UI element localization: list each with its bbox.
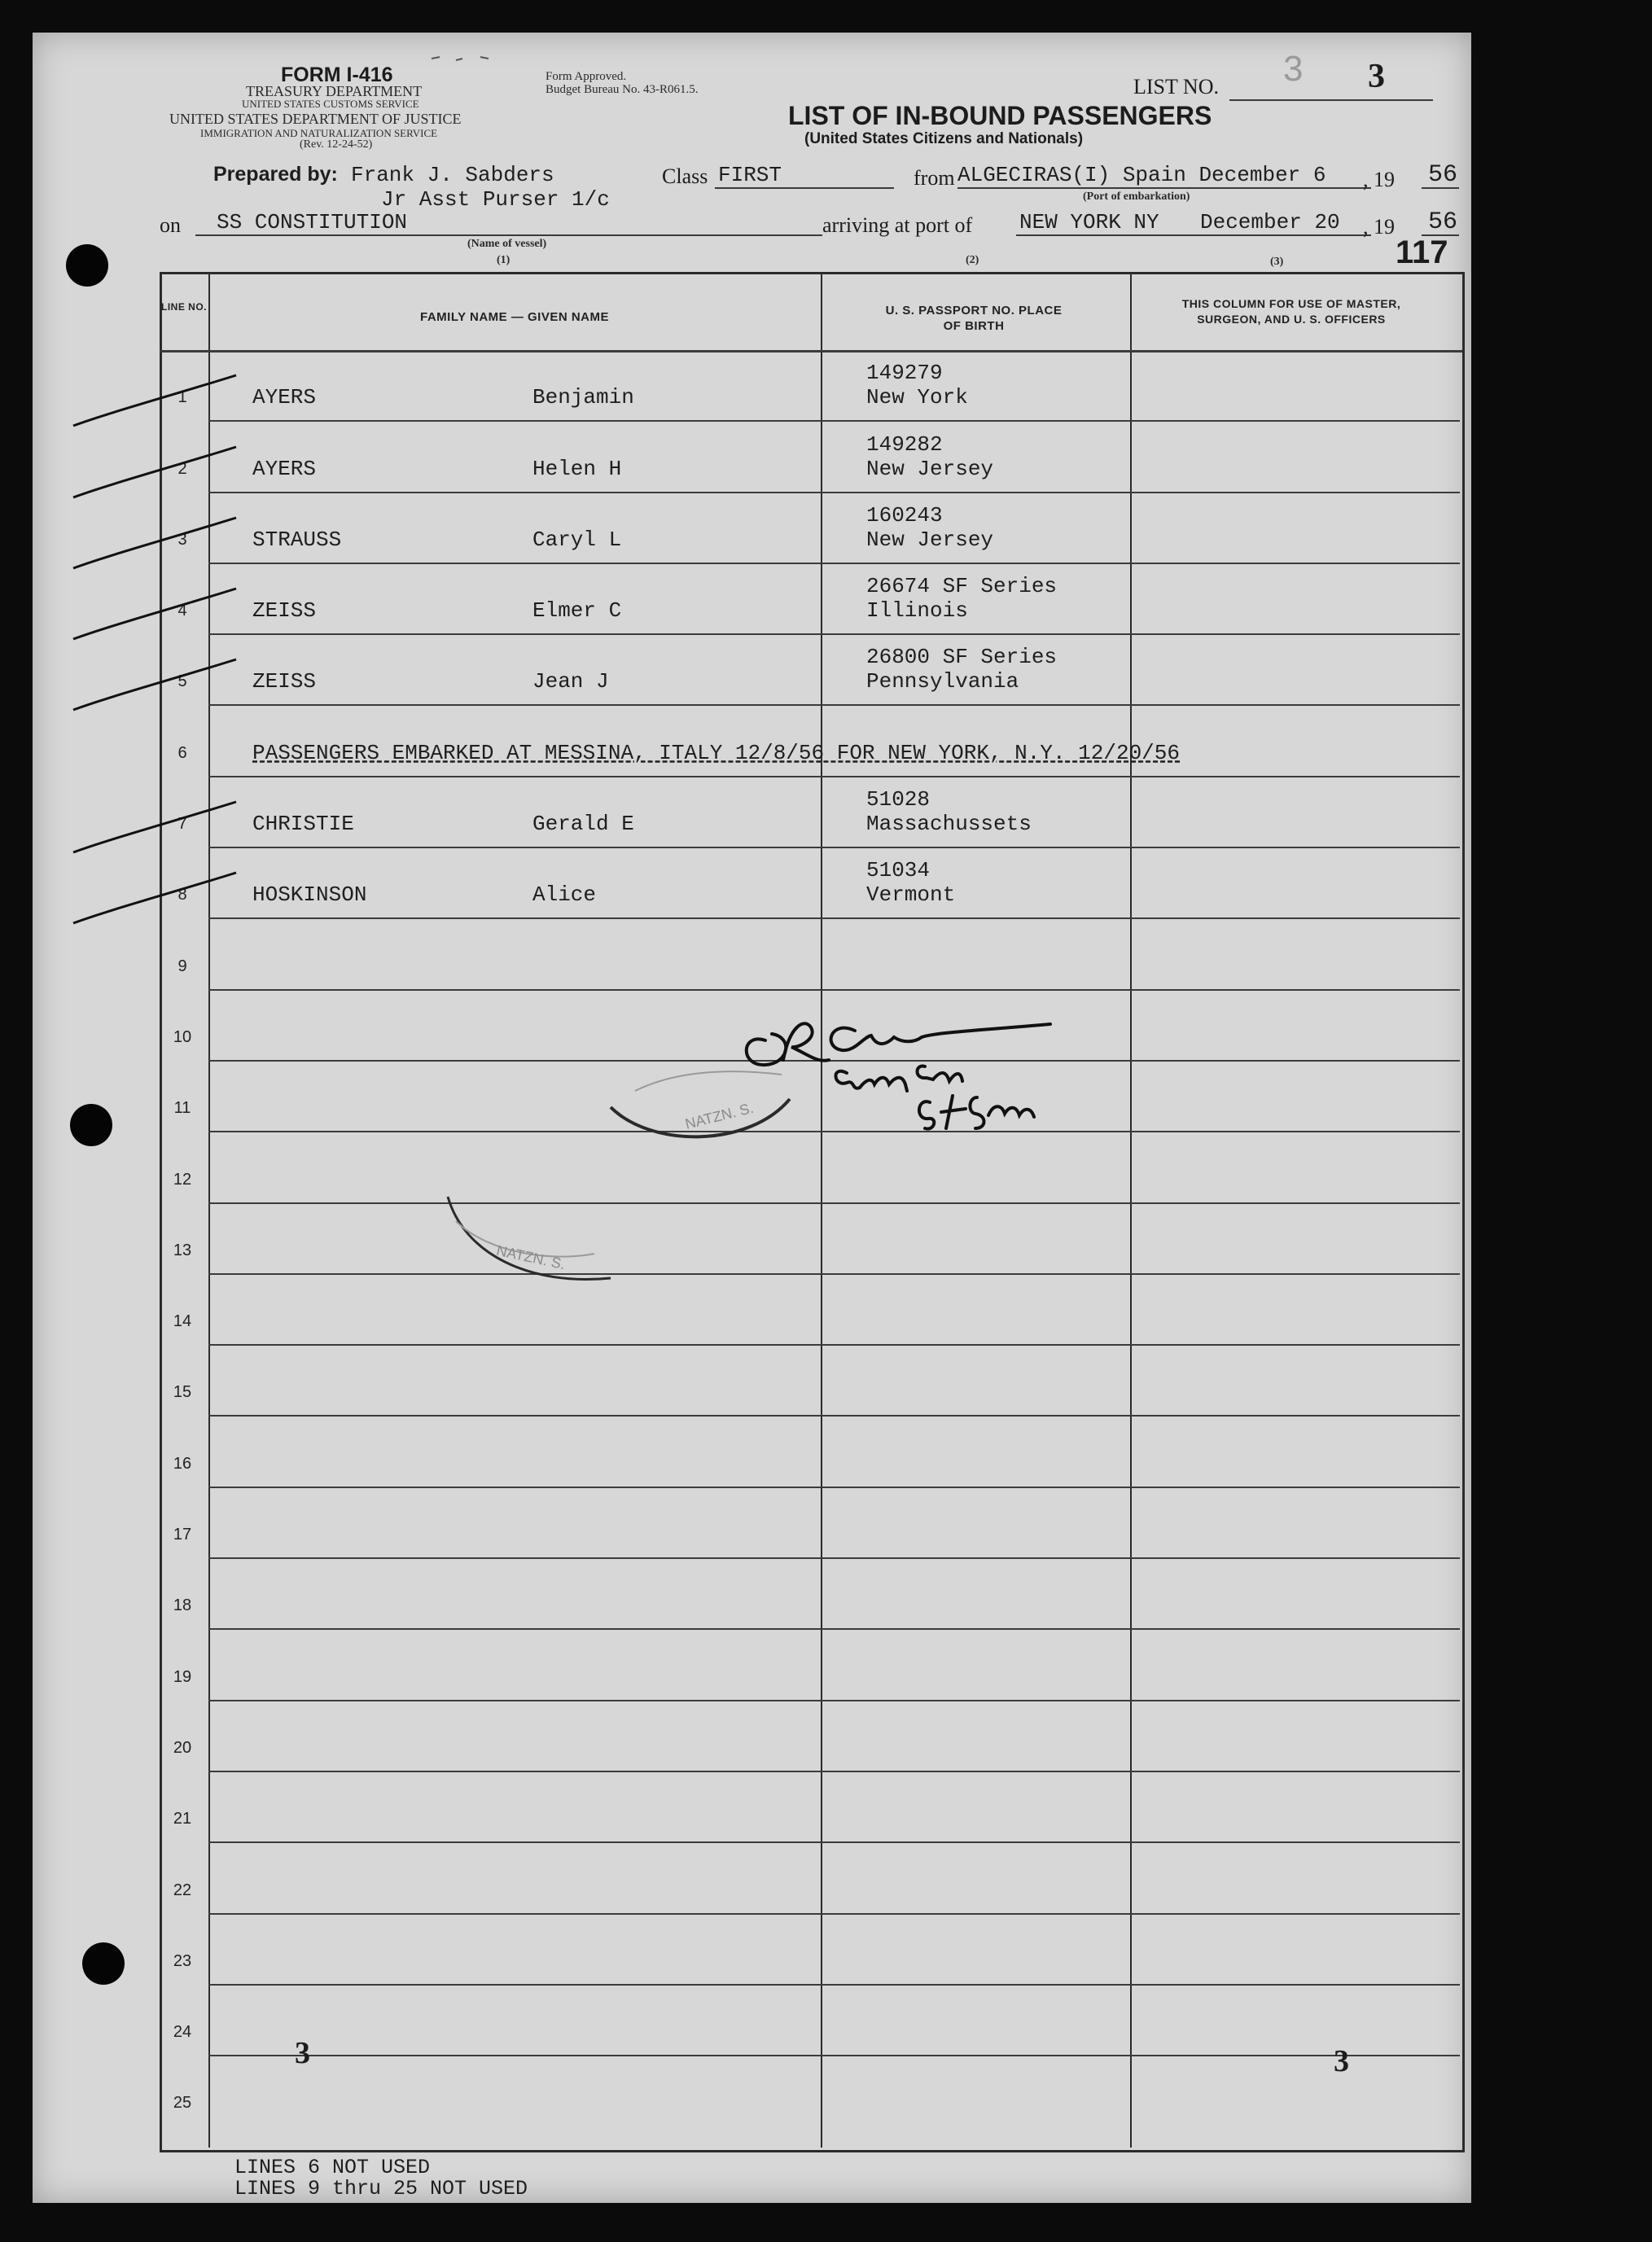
list-no-label: LIST NO. bbox=[1133, 75, 1219, 99]
row-number: 15 bbox=[173, 1383, 192, 1402]
col-header-name: FAMILY NAME — GIVEN NAME bbox=[419, 310, 610, 324]
table-row bbox=[160, 421, 1460, 492]
row-number: 19 bbox=[173, 1667, 192, 1686]
family-name: ZEISS bbox=[252, 598, 317, 624]
row-number: 7 bbox=[177, 815, 187, 834]
form-dept: TREASURY DEPARTMENT bbox=[246, 83, 423, 99]
prepared-by-label: Prepared by: bbox=[213, 163, 338, 186]
passport-number: 51034 bbox=[866, 858, 931, 883]
from-value: ALGECIRAS(I) Spain December 6 bbox=[957, 163, 1326, 187]
budget-bureau: Budget Bureau No. 43-R061.5. bbox=[546, 83, 699, 96]
col-header-passport: U. S. PASSPORT NO. PLACE OF BIRTH bbox=[885, 304, 1063, 333]
row-number: 10 bbox=[173, 1027, 192, 1046]
row-number: 25 bbox=[173, 2094, 192, 2113]
form-approved: Form Approved. bbox=[546, 70, 627, 83]
table-row bbox=[160, 1629, 1460, 1700]
year-2: 56 bbox=[1428, 208, 1458, 236]
passenger-table bbox=[160, 272, 1465, 2152]
row-number: 9 bbox=[177, 957, 187, 975]
given-name: Caryl L bbox=[532, 527, 622, 552]
passport-number: 26800 SF Series bbox=[866, 645, 1058, 670]
col-header-officers: THIS COLUMN FOR USE OF MASTER, SURGEON, AND U. S. OFFICERS bbox=[1181, 297, 1401, 326]
form-page bbox=[33, 33, 1471, 2203]
class-value: FIRST bbox=[718, 163, 782, 187]
arrival-date: December 20 bbox=[1200, 210, 1340, 234]
given-name: Alice bbox=[532, 882, 597, 908]
form-number: FORM I-416 bbox=[281, 63, 393, 86]
row-number: 14 bbox=[173, 1312, 192, 1331]
table-row bbox=[160, 1203, 1460, 1274]
place-of-birth: New York bbox=[866, 385, 968, 410]
passport-number: 26674 SF Series bbox=[866, 574, 1058, 599]
passport-number: 160243 bbox=[866, 502, 943, 528]
naturalization-stamp-1 bbox=[586, 1042, 830, 1156]
row-number: 24 bbox=[173, 2023, 192, 2042]
on-label: on bbox=[160, 213, 181, 237]
vessel-name: SS CONSTITUTION bbox=[217, 210, 408, 234]
row-note: PASSENGERS EMBARKED AT MESSINA, ITALY 12/8/56 FOR NEW YORK, N.Y. 12/20/56 bbox=[252, 740, 1180, 765]
total-left: 3 bbox=[295, 2036, 310, 2070]
row-number: 20 bbox=[173, 1738, 192, 1757]
family-name: ZEISS bbox=[252, 669, 317, 694]
place-of-birth: Vermont bbox=[866, 882, 956, 908]
family-name: AYERS bbox=[252, 456, 317, 481]
table-row bbox=[160, 1701, 1460, 1771]
prepared-by-title: Jr Asst Purser 1/c bbox=[381, 187, 610, 212]
place-of-birth: Massachussets bbox=[866, 812, 1032, 837]
row-number: 5 bbox=[177, 672, 187, 691]
table-row bbox=[160, 1771, 1460, 1842]
table-row bbox=[160, 1345, 1460, 1416]
punch-hole-top bbox=[66, 244, 108, 287]
row-number: 21 bbox=[173, 1810, 192, 1828]
table-row bbox=[160, 634, 1460, 705]
table-row bbox=[160, 350, 1460, 421]
family-name: STRAUSS bbox=[252, 527, 342, 552]
given-name: Elmer C bbox=[532, 598, 622, 624]
passport-number: 149279 bbox=[866, 361, 943, 386]
table-row bbox=[160, 777, 1460, 847]
family-name: AYERS bbox=[252, 385, 317, 410]
form-subtitle: (United States Citizens and Nationals) bbox=[804, 130, 1084, 147]
row-number: 11 bbox=[173, 1099, 191, 1118]
col1-number: (1) bbox=[497, 254, 510, 266]
punch-hole-bottom bbox=[82, 1942, 125, 1985]
table-row bbox=[160, 847, 1460, 918]
form-service: UNITED STATES CUSTOMS SERVICE bbox=[242, 98, 419, 110]
year-prefix-1: , 19 bbox=[1363, 168, 1395, 191]
place-of-birth: Illinois bbox=[866, 598, 968, 624]
row-number: 3 bbox=[177, 530, 187, 549]
arriving-label: arriving at port of bbox=[822, 213, 973, 237]
form-dept-justice: UNITED STATES DEPARTMENT OF JUSTICE bbox=[169, 111, 462, 127]
table-row bbox=[160, 563, 1460, 634]
list-no-underline bbox=[1229, 99, 1433, 101]
row-number: 1 bbox=[177, 388, 187, 407]
row-number: 23 bbox=[173, 1951, 192, 1970]
stamp-number: 117 bbox=[1396, 234, 1448, 270]
form-ins: IMMIGRATION AND NATURALIZATION SERVICE bbox=[200, 127, 438, 139]
table-row bbox=[160, 2056, 1460, 2126]
total-right: 3 bbox=[1334, 2044, 1349, 2078]
family-name: CHRISTIE bbox=[252, 812, 354, 837]
table-row bbox=[160, 1558, 1460, 1629]
vessel-note: (Name of vessel) bbox=[467, 238, 547, 250]
place-of-birth: Pennsylvania bbox=[866, 669, 1019, 694]
given-name: Jean J bbox=[532, 669, 609, 694]
passport-number: 51028 bbox=[866, 787, 931, 812]
table-row bbox=[160, 493, 1460, 563]
form-rev: (Rev. 12-24-52) bbox=[300, 138, 373, 151]
row-number: 16 bbox=[173, 1454, 192, 1473]
passport-number: 149282 bbox=[866, 431, 943, 457]
table-row bbox=[160, 1914, 1460, 1985]
row-number: 6 bbox=[177, 743, 187, 762]
port-embark-note: (Port of embarkation) bbox=[1083, 190, 1190, 203]
prepared-by-name: Frank J. Sabders bbox=[351, 163, 554, 187]
footer-line-2: LINES 9 thru 25 NOT USED bbox=[234, 2177, 528, 2200]
year-prefix-2: , 19 bbox=[1363, 215, 1395, 239]
given-name: Benjamin bbox=[532, 385, 634, 410]
form-title: LIST OF IN-BOUND PASSENGERS bbox=[788, 101, 1212, 130]
table-row bbox=[160, 1417, 1460, 1487]
footer-line-1: LINES 6 NOT USED bbox=[234, 2156, 431, 2179]
from-label: from bbox=[914, 166, 955, 190]
place-of-birth: New Jersey bbox=[866, 527, 994, 552]
stamp-text-2: NATZN. S. bbox=[494, 1241, 567, 1273]
list-no-value: 3 bbox=[1368, 58, 1385, 95]
given-name: Gerald E bbox=[532, 812, 634, 837]
col-header-line-no: LINE NO. bbox=[160, 301, 207, 313]
table-row bbox=[160, 1985, 1460, 2056]
row-number: 18 bbox=[173, 1596, 192, 1615]
row-number: 12 bbox=[173, 1170, 192, 1189]
col3-number: (3) bbox=[1270, 256, 1284, 268]
row-number: 2 bbox=[177, 459, 187, 478]
family-name: HOSKINSON bbox=[252, 882, 367, 908]
class-label: Class bbox=[662, 164, 708, 188]
naturalization-stamp-2 bbox=[432, 1172, 659, 1294]
place-of-birth: New Jersey bbox=[866, 456, 994, 481]
year-1: 56 bbox=[1428, 161, 1458, 189]
arrival-port: NEW YORK NY bbox=[1019, 210, 1159, 234]
row-number: 8 bbox=[177, 886, 187, 904]
stamp-text: NATZN. S. bbox=[683, 1099, 756, 1132]
list-no-pencil: 3 bbox=[1283, 49, 1304, 89]
col2-number: (2) bbox=[966, 254, 979, 266]
row-number: 17 bbox=[173, 1526, 192, 1544]
table-row bbox=[160, 1487, 1460, 1558]
punch-hole-middle bbox=[70, 1104, 112, 1146]
row-number: 4 bbox=[177, 602, 187, 620]
row-number: 22 bbox=[173, 1881, 192, 1899]
table-row bbox=[160, 1274, 1460, 1345]
table-row bbox=[160, 706, 1460, 777]
given-name: Helen H bbox=[532, 456, 622, 481]
pencil-marks-top bbox=[423, 49, 521, 73]
row-number: 13 bbox=[173, 1241, 192, 1259]
table-row bbox=[160, 1842, 1460, 1913]
